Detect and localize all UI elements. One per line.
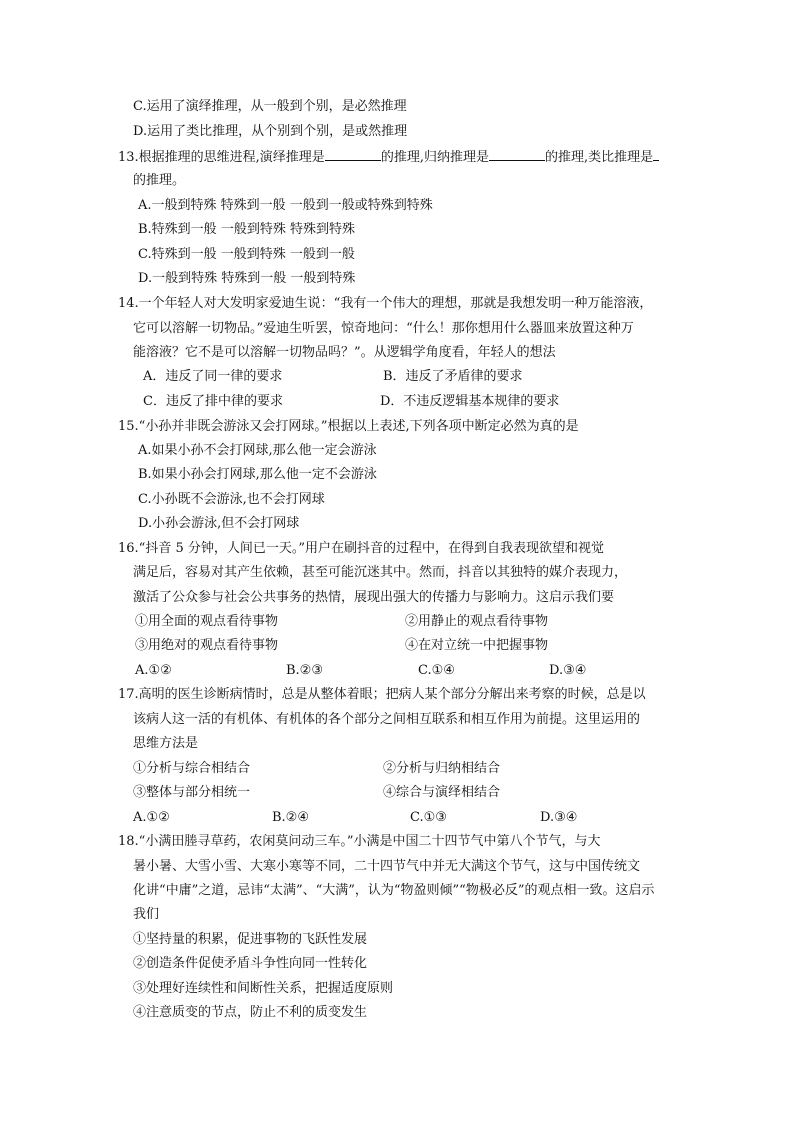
q13-option-c: C.特殊到一般 一般到特殊 一般到一般 — [138, 247, 355, 262]
q18-item-1: ①坚持量的积累，促进事物的飞跃性发展 — [133, 932, 368, 947]
q16-stem-line-3: 激活了公众参与社会公共事务的热情，展现出强大的传播力与影响力。这启示我们要 — [133, 590, 615, 605]
q13-stem-end: 的推理。 — [133, 173, 186, 188]
q13-blank-3 — [653, 148, 659, 161]
q17-stem-line-2: 该病人这一活的有机体、有机体的各个部分之间相互联系和相互作用为前提。这里运用的 — [133, 712, 641, 727]
q17-option-d: D.③④ — [540, 810, 578, 825]
q17-option-c: C.①③ — [410, 810, 447, 825]
q18-stem-line-3: 化讲“中庸”之道，忌讳“太满”、“大满”，认为“物盈则倾”“物极必反”的观点相一致。这启示 — [133, 883, 655, 898]
q13-blank-2 — [489, 148, 545, 161]
q13-blank-1 — [325, 148, 381, 161]
q13-stem-part-a: 13.根据推理的思维进程,演绎推理是 — [118, 150, 325, 165]
q15-option-a: A.如果小孙不会打网球,那么他一定会游泳 — [138, 443, 377, 458]
q18-stem-line-2: 暑小暑、大雪小雪、大寒小寒等不同，二十四节气中并无大满这个节气，这与中国传统文 — [133, 859, 641, 874]
q16-item-4: ④在对立统一中把握事物 — [405, 638, 549, 653]
q14-stem-line-1: 14.一个年轻人对大发明家爱迪生说：“我有一个伟大的理想，那就是我想发明一种万能溶液， — [118, 296, 653, 311]
q15-option-b: B.如果小孙会打网球,那么他一定不会游泳 — [138, 467, 377, 482]
q17-item-4: ④综合与演绎相结合 — [383, 785, 501, 800]
q13-stem-part-b: 的推理,归纳推理是 — [380, 150, 489, 165]
q14-option-c: C．违反了排中律的要求 — [143, 394, 283, 409]
q15-option-d: D.小孙会游泳,但不会打网球 — [138, 516, 300, 531]
q16-option-a: A.①② — [135, 663, 172, 678]
q18-item-4: ④注意质变的节点，防止不利的质变发生 — [133, 1005, 368, 1020]
q14-stem-line-2: 它可以溶解一切物品。”爱迪生听罢，惊奇地问：“什么！那你想用什么器皿来放置这种万 — [133, 321, 634, 336]
q14-option-a: A．违反了同一律的要求 — [143, 369, 283, 384]
q13-stem-part-c: 的推理,类比推理是 — [544, 150, 654, 165]
q16-option-c: C.①④ — [418, 663, 455, 678]
q15-option-c: C.小孙既不会游泳,也不会打网球 — [138, 492, 325, 507]
q16-item-2: ②用静止的观点看待事物 — [405, 614, 549, 629]
q14-stem-line-3: 能溶液？它不是可以溶解一切物品吗？”。从逻辑学角度看，年轻人的想法 — [133, 345, 556, 360]
q14-option-d: D．不违反逻辑基本规律的要求 — [380, 394, 560, 409]
q16-option-b: B.②③ — [286, 663, 323, 678]
q18-stem-line-1: 18.“小满田塍寻草药，农闲莫问动三车。”小满是中国二十四节气中第八个节气，与大 — [118, 834, 601, 849]
q15-stem: 15.“小孙并非既会游泳又会打网球。”根据以上表述,下列各项中断定必然为真的是 — [118, 419, 579, 434]
q16-stem-line-1: 16.“抖音 5 分钟，人间已一天。”用户在刷抖音的过程中，在得到自我表现欲望和视觉 — [118, 541, 605, 556]
q17-item-2: ②分析与归纳相结合 — [383, 761, 501, 776]
q16-stem-line-2: 满足后，容易对其产生依赖，甚至可能沉迷其中。然而，抖音以其独特的媒介表现力， — [133, 565, 628, 580]
q13-option-a: A.一般到特殊 特殊到一般 一般到一般或特殊到特殊 — [138, 198, 433, 213]
q16-option-d: D.③④ — [549, 663, 587, 678]
q17-option-a: A.①② — [133, 810, 170, 825]
q13-option-b: B.特殊到一般 一般到特殊 特殊到特殊 — [138, 222, 355, 237]
q16-item-1: ①用全面的观点看待事物 — [135, 614, 279, 629]
q14-option-b: B．违反了矛盾律的要求 — [383, 369, 523, 384]
q18-item-3: ③处理好连续性和间断性关系，把握适度原则 — [133, 981, 394, 996]
q13-stem — [118, 148, 659, 167]
q18-stem-line-4: 我们 — [133, 907, 160, 922]
q12-option-d: D.运用了类比推理，从个别到个别，是或然推理 — [133, 124, 408, 139]
q13-option-d: D.一般到特殊 特殊到一般 一般到特殊 — [138, 271, 356, 286]
q17-option-b: B.②④ — [272, 810, 309, 825]
q12-option-c: C.运用了演绎推理，从一般到个别，是必然推理 — [133, 99, 407, 114]
q17-item-3: ③整体与部分相统一 — [133, 785, 251, 800]
q18-item-2: ②创造条件促使矛盾斗争性向同一性转化 — [133, 956, 368, 971]
q17-stem-line-3: 思维方法是 — [133, 736, 199, 751]
q17-stem-line-1: 17.高明的医生诊断病情时，总是从整体着眼；把病人某个部分分解出来考察的时候，总是以 — [118, 687, 646, 702]
q16-item-3: ③用绝对的观点看待事物 — [135, 638, 279, 653]
q17-item-1: ①分析与综合相结合 — [133, 761, 251, 776]
